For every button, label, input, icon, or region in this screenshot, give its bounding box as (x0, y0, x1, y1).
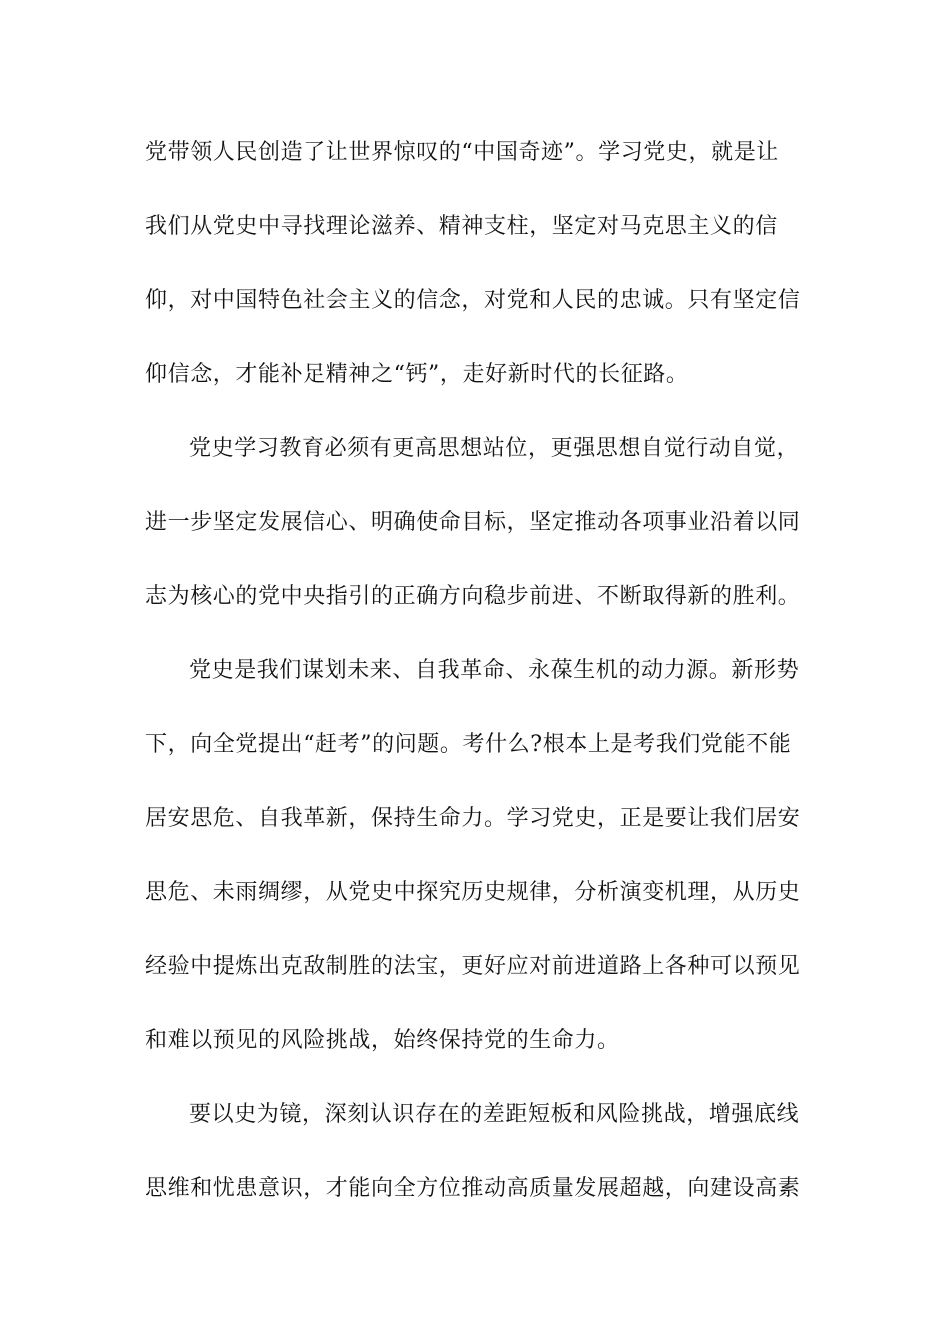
text-line: 经验中提炼出克敌制胜的法宝，更好应对前进道路上各种可以预见 (145, 954, 801, 979)
text-line: 思维和忧患意识，才能向全方位推动高质量发展超越，向建设高素 (145, 1176, 801, 1201)
text-line: 党带领人民创造了让世界惊叹的“中国奇迹”。学习党史，就是让 (145, 140, 779, 165)
text-line: 居安思危、自我革新，保持生命力。学习党史，正是要让我们居安 (145, 806, 801, 831)
text-line: 思危、未雨绸缪，从党史中探究历史规律，分析演变机理，从历史 (145, 880, 801, 905)
text-line: 下，向全党提出“赶考”的问题。考什么?根本上是考我们党能不能 (145, 732, 792, 757)
text-line: 进一步坚定发展信心、明确使命目标，坚定推动各项事业沿着以同 (145, 510, 801, 535)
paragraph-first-line: 党史是我们谋划未来、自我革命、永葆生机的动力源。新形势 (189, 658, 800, 683)
paragraph-first-line: 要以史为镜，深刻认识存在的差距短板和风险挑战，增强底线 (189, 1102, 800, 1127)
paragraph-first-line: 党史学习教育必须有更高思想站位，更强思想自觉行动自觉， (189, 436, 800, 461)
text-line: 志为核心的党中央指引的正确方向稳步前进、不断取得新的胜利。 (145, 584, 801, 609)
text-line: 仰信念，才能补足精神之“钙”，走好新时代的长征路。 (145, 362, 689, 387)
text-line: 仰，对中国特色社会主义的信念，对党和人民的忠诚。只有坚定信 (145, 288, 801, 313)
text-line: 和难以预见的风险挑战，始终保持党的生命力。 (145, 1028, 620, 1053)
text-line: 我们从党史中寻找理论滋养、精神支柱，坚定对马克思主义的信 (145, 214, 778, 239)
